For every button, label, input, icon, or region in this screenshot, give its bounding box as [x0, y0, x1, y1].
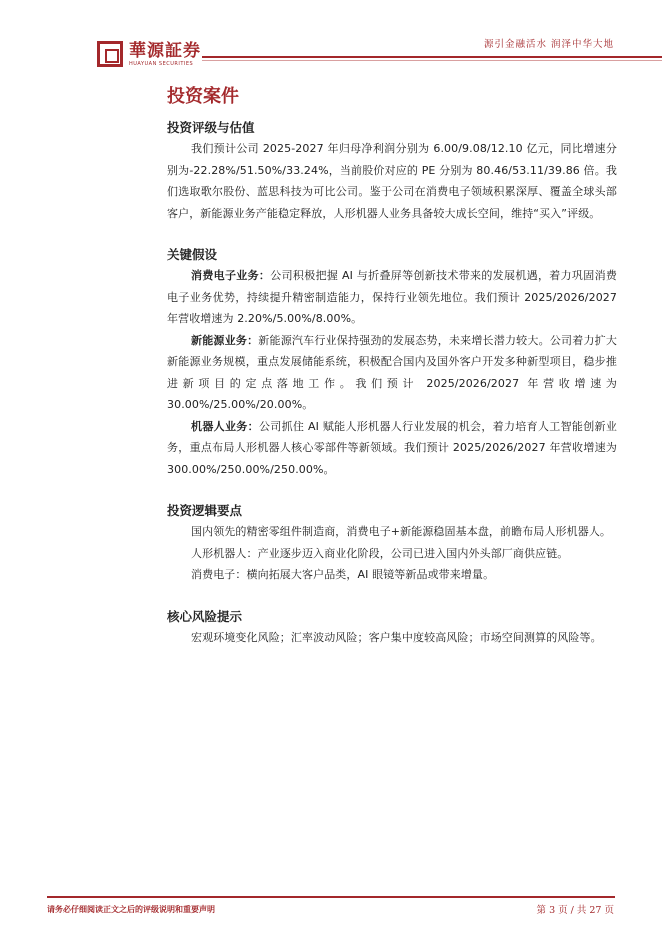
assumption-label: 消费电子业务： — [191, 269, 271, 282]
logic-section-heading: 投资逻辑要点 — [167, 503, 243, 518]
footer-divider — [47, 896, 615, 898]
rating-section-heading: 投资评级与估值 — [167, 120, 255, 135]
page-number: 第 3 页 / 共 27 页 — [536, 905, 614, 916]
page-footer — [0, 896, 662, 936]
assumption-label: 机器人业务： — [191, 419, 259, 433]
assumption-text: 新能源汽车行业保持强劲的发展态势，未来增长潜力较大。公司着力扩大新能源业务规模，重点发展储能系统，积极配合国内及国外客户开发多种新型项目，稳步推进新项目的定点落地工作。我们预计 2025/2026/2027 年营收增速为 30.00%/25.00%/20.00%。 — [167, 333, 617, 411]
assumption-new-energy — [167, 330, 617, 416]
logic-point: 国内领先的精密零组件制造商，消费电子+新能源稳固基本盘，前瞻布局人形机器人。 — [191, 525, 612, 538]
risk-section-heading: 核心风险提示 — [167, 608, 243, 624]
page-header — [0, 0, 662, 80]
company-logo — [97, 41, 201, 67]
header-divider — [202, 56, 662, 58]
logo-mark-icon — [97, 41, 123, 67]
assumption-robotics — [167, 416, 617, 481]
assumption-consumer-electronics — [167, 265, 617, 330]
assumption-text: 公司抓住 AI 赋能人形机器人行业发展的机会，着力培育人工智能创新业务，重点布局人形机器人核心零部件等新领域。我们预计 2025/2026/2027 年营收增速为 300.00%/250.00%/250.00%。 — [167, 419, 617, 476]
page-title: 投资案件 — [167, 86, 239, 107]
logo-chinese-name: 華源証券 — [129, 40, 201, 61]
assumption-text: 公司积极把握 AI 与折叠屏等创新技术带来的发展机遇，着力巩固消费电子业务优势，持续提升精密制造能力，保持行业领先地位。我们预计 2025/2026/2027 年营收增速为 2.20%/5.00%/8.00%。 — [167, 269, 618, 325]
logic-point: 人形机器人：产业逐步迈入商业化阶段，公司已进入国内外头部厂商供应链。 — [191, 546, 569, 560]
main-content — [167, 84, 617, 648]
assumption-label: 新能源业务： — [191, 333, 259, 347]
assumptions-section-heading: 关键假设 — [167, 247, 218, 262]
header-divider-thin — [202, 60, 662, 61]
logo-english-name: HUAYUAN SECURITIES — [129, 60, 194, 67]
risk-paragraph: 宏观环境变化风险；汇率波动风险；客户集中度较高风险；市场空间测算的风险等。 — [191, 630, 602, 644]
header-slogan: 源引金融活水 润泽中华大地 — [483, 39, 614, 50]
footer-disclaimer: 请务必仔细阅读正文之后的评级说明和重要声明 — [47, 904, 215, 914]
logic-point: 消费电子：横向拓展大客户品类，AI 眼镜等新品或带来增量。 — [191, 568, 495, 581]
rating-paragraph: 我们预计公司 2025-2027 年归母净利润分别为 6.00/9.08/12.10 亿元，同比增速分别为-22.28%/51.50%/33.24%，当前股价对应的 PE 分别为 80.46/53.11/39.86 倍。我们选取歌尔股份、蓝思科技为可比公司。鉴于公司在消费电子领域积累深厚、覆盖全球头部客户，新能源业务产能稳定释放，人形机器人业务具备较大成长空间，维持“买入”评级。 — [167, 142, 617, 220]
